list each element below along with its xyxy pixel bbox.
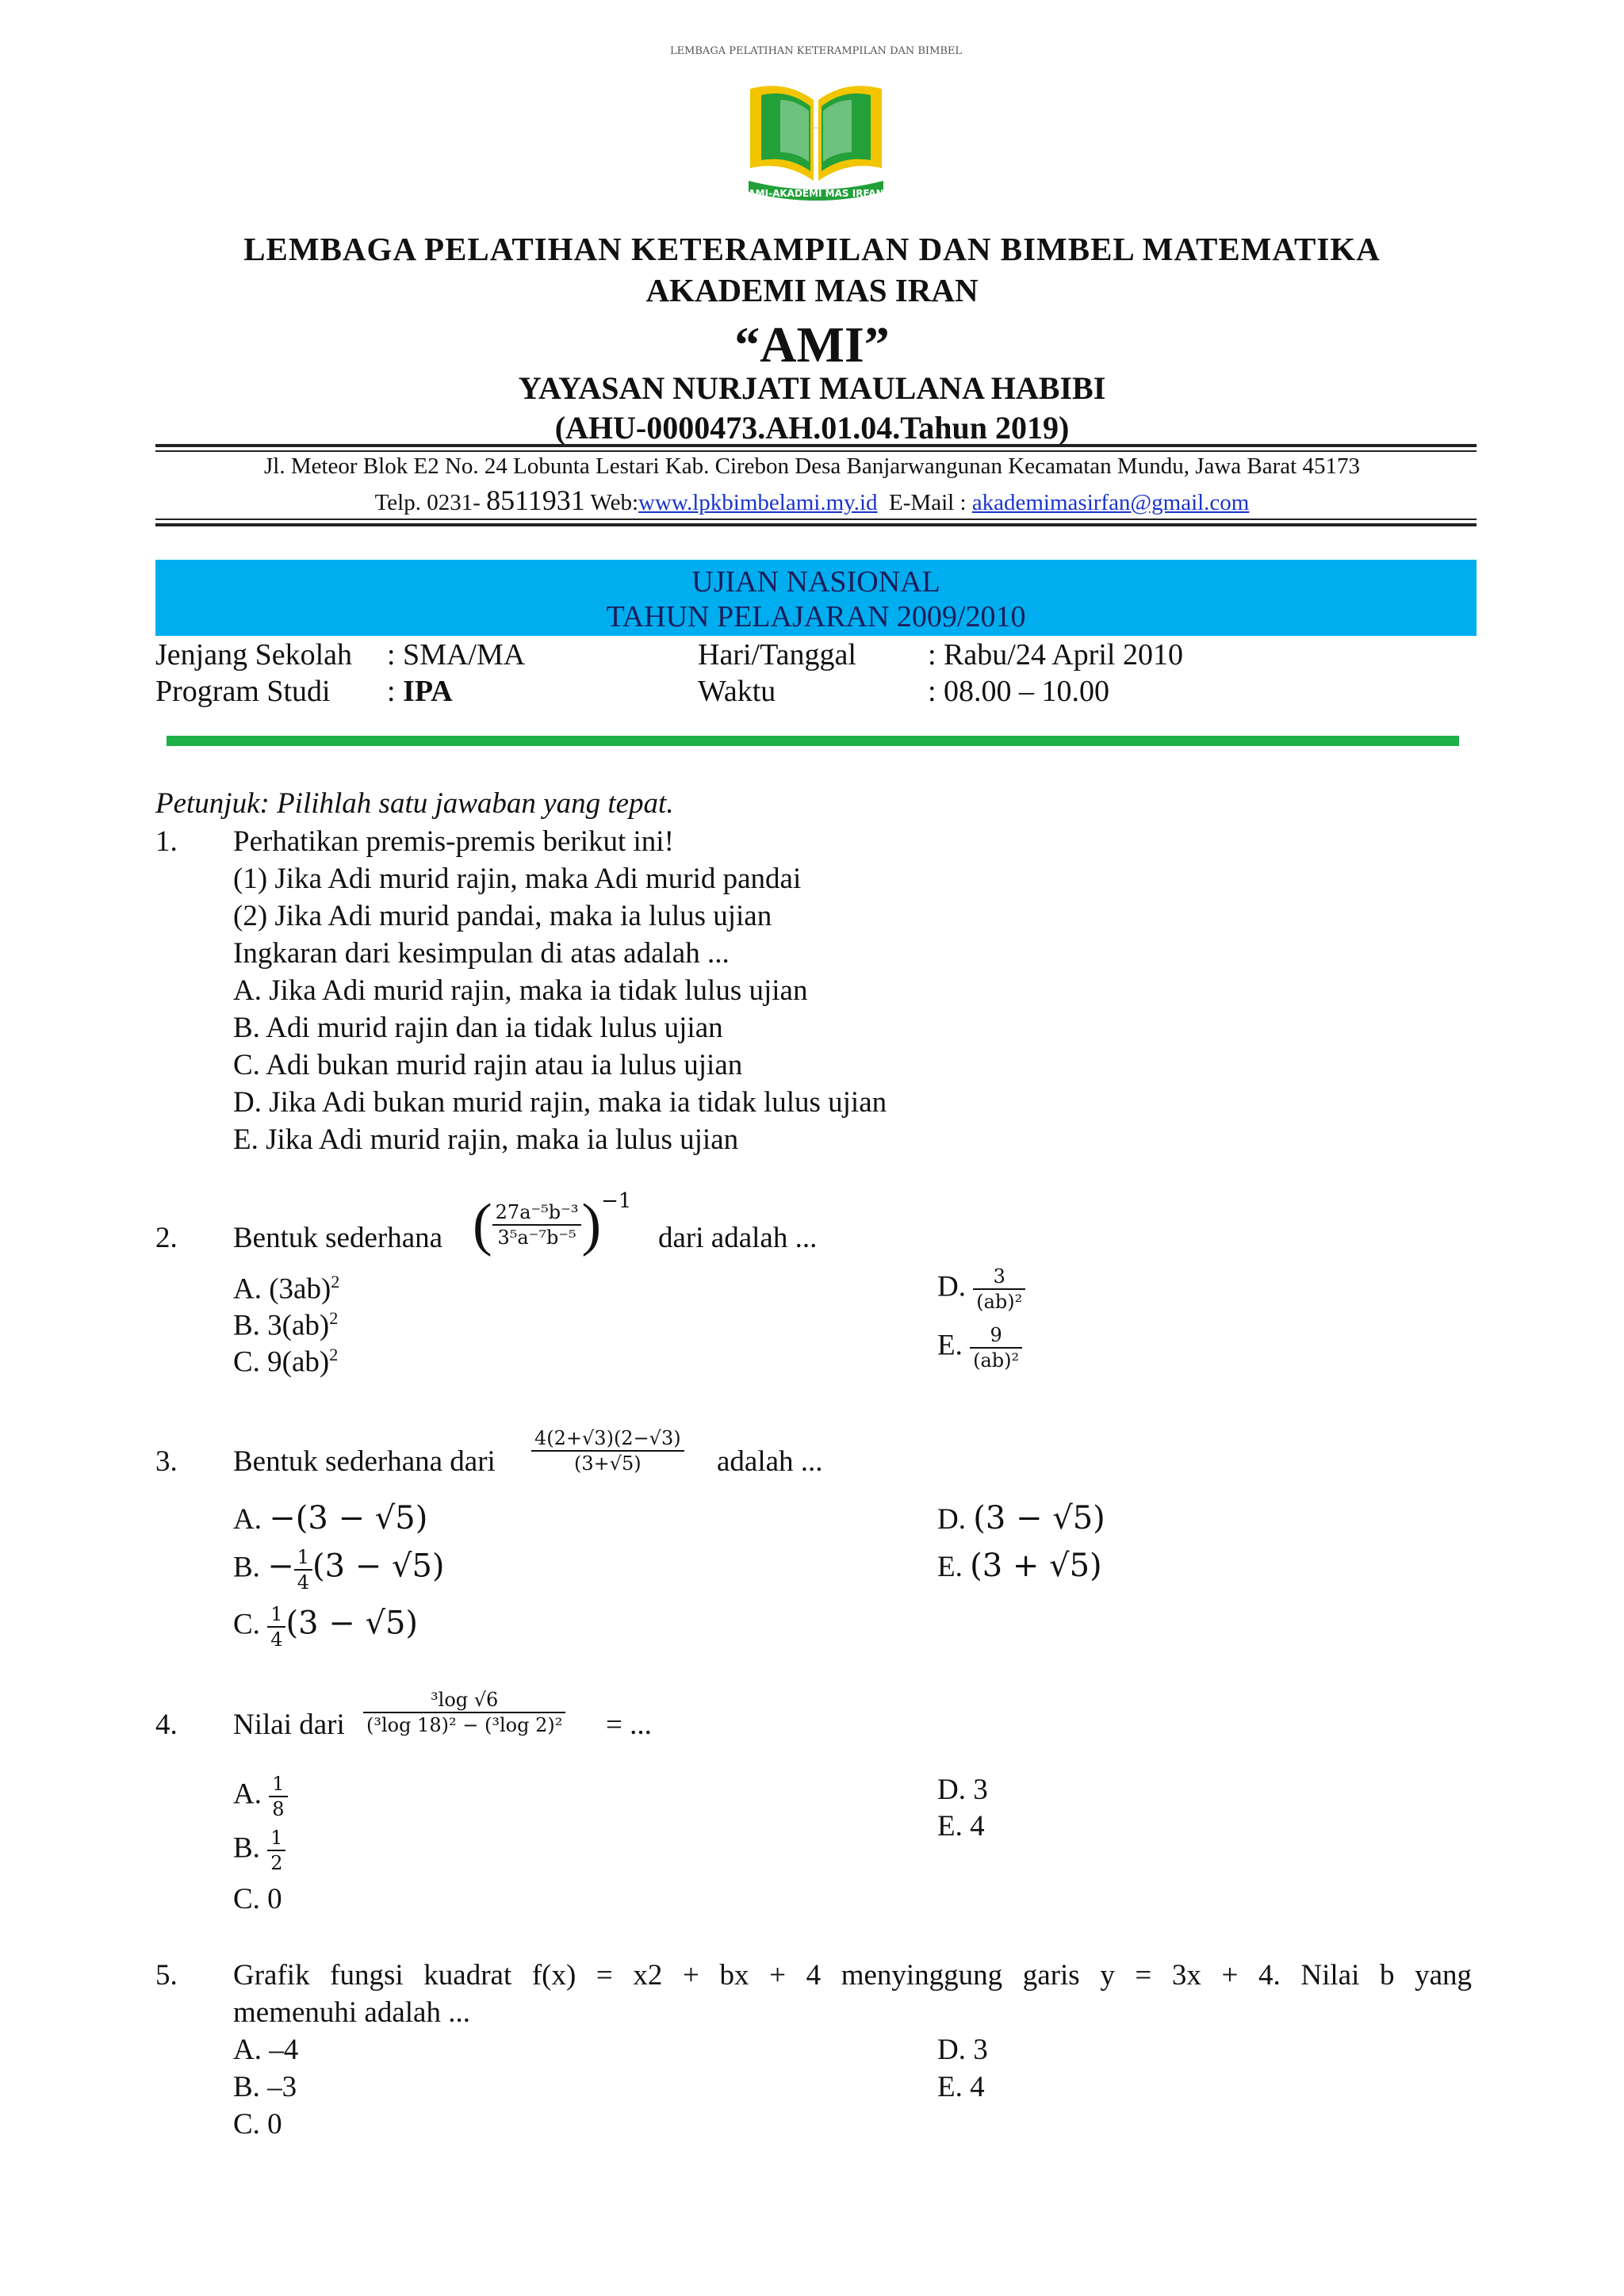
q5-option-b: B. –3 — [233, 2071, 297, 2103]
waktu-label: Waktu — [698, 675, 776, 708]
header-rule-top — [155, 444, 1477, 447]
q4-text-after: = ... — [606, 1709, 652, 1741]
logo-book-graphic — [669, 33, 963, 217]
divider-bar — [167, 736, 1459, 746]
q5-option-e: E. 4 — [937, 2071, 985, 2103]
q2-option-e: E. $\frac{9}{\text{(ab)²}}$ — [937, 1324, 1022, 1372]
exam-title: UJIAN NASIONAL — [691, 565, 940, 599]
institution-subname: AKADEMI MAS IRAN — [645, 272, 979, 308]
q4-option-e: E. 4 — [937, 1810, 985, 1843]
q4-option-b: B. $\frac{1}{2}$ — [233, 1827, 285, 1874]
q3-option-c: C. $\frac{1}{4}$ (3 − √5) — [233, 1603, 419, 1651]
q2-number: 2. — [155, 1222, 178, 1254]
q1-option-c: C. Adi bukan murid rajin atau ia lulus ujian — [233, 1049, 743, 1081]
web-label: Web: — [590, 490, 639, 515]
q2-option-c: C. 9(ab)$^2$ — [233, 1345, 339, 1379]
q3-option-e: E. (3 + √5) — [937, 1548, 1102, 1584]
q2-option-a: A. $(3ab)^2$ — [233, 1272, 340, 1306]
q3-option-b: B. − $\frac{1}{4}$ (3 − √5) — [233, 1546, 445, 1594]
jenjang-value: : SMA/MA — [387, 638, 526, 672]
exam-banner — [155, 560, 1477, 636]
logo-ring-text: LEMBAGA PELATIHAN KETERAMPILAN DAN BIMBEL — [669, 45, 963, 57]
q2-option-b: B. 3(ab)$^2$ — [233, 1308, 339, 1342]
header-rule-bottom-thin — [155, 519, 1477, 520]
program-label: Program Studi — [155, 675, 331, 708]
q5-text-line-2: memenuhi adalah ... — [233, 1996, 470, 2029]
q2-text: Bentuk sederhana — [233, 1222, 443, 1254]
q1-number: 1. — [155, 825, 178, 858]
q1-option-e: E. Jika Adi murid rajin, maka ia lulus ujian — [233, 1123, 739, 1156]
q3-text: Bentuk sederhana dari — [233, 1445, 496, 1478]
header-rule-bottom — [155, 523, 1477, 526]
email-label: E-Mail : — [889, 490, 967, 515]
instruction: Petunjuk: Pilihlah satu jawaban yang tepat. — [155, 787, 674, 820]
q2-option-d: D. $\frac{3}{\text{(ab)²}}$ — [937, 1265, 1025, 1313]
contact-line — [0, 484, 1624, 517]
q4-text: Nilai dari — [233, 1709, 345, 1741]
email-link[interactable]: akademimasirfan@gmail.com — [971, 490, 1250, 515]
header-rule-top-thin — [155, 450, 1477, 452]
program-value: : IPA — [387, 675, 453, 708]
address-line: Jl. Meteor Blok E2 No. 24 Lobunta Lestari Kab. Cirebon Desa Banjarwangunan Kecamatan Mundu, Jawa Barat 45173 — [264, 453, 1360, 479]
phone-label: Telp. 0231- — [374, 490, 481, 515]
foundation-name: YAYASAN NURJATI MAULANA HABIBI — [518, 370, 1106, 406]
q1-text: Perhatikan premis-premis berikut ini! — [233, 825, 674, 858]
q2-exponent: −1 — [601, 1189, 632, 1213]
hari-value: : Rabu/24 April 2010 — [928, 638, 1183, 672]
exam-year: TAHUN PELAJARAN 2009/2010 — [606, 600, 1026, 633]
hari-label: Hari/Tanggal — [698, 638, 856, 672]
waktu-value: : 08.00 – 10.00 — [928, 675, 1110, 708]
q1-option-b: B. Adi murid rajin dan ia tidak lulus ujian — [233, 1012, 723, 1044]
q5-text-line-1: Grafik fungsi kuadrat f(x) = x2 + bx + 4 menyinggung garis y = 3x + 4. Nilai b yang — [233, 1959, 1472, 1992]
q5-option-a: A. –4 — [233, 2034, 299, 2066]
q3-fraction: $\frac{4(2+√3)(2-√3)}{(3+√5)}$ — [531, 1427, 684, 1475]
q2-text-after: dari adalah ... — [658, 1222, 818, 1254]
jenjang-label: Jenjang Sekolah — [155, 638, 353, 672]
q3-text-after: adalah ... — [717, 1445, 823, 1478]
q3-option-a: A. −(3 − √5) — [233, 1500, 428, 1536]
q4-option-c: C. 0 — [233, 1883, 282, 1915]
phone-number: 8511931 — [486, 484, 585, 516]
website-link[interactable]: www.lpkbimbelami.my.id — [638, 490, 878, 515]
q1-option-a: A. Jika Adi murid rajin, maka ia tidak lulus ujian — [233, 974, 808, 1007]
logo-ribbon-text: AMI-AKADEMI MAS IRFAN — [748, 188, 884, 199]
q3-option-d: D. (3 − √5) — [937, 1500, 1105, 1536]
q4-fraction: $\frac{\text{³log √6}}{\text{(³log 18)² − (³log 2)²}}$ — [363, 1689, 565, 1736]
q1-question: Ingkaran dari kesimpulan di atas adalah ... — [233, 937, 730, 970]
q1-premise-1: (1) Jika Adi murid rajin, maka Adi murid pandai — [233, 863, 802, 895]
registration-number: (AHU-0000473.AH.01.04.Tahun 2019) — [554, 410, 1070, 446]
q5-number: 5. — [155, 1959, 178, 1992]
q5-option-d: D. 3 — [937, 2034, 988, 2066]
q4-option-a: A. $\frac{1}{8}$ — [233, 1773, 288, 1820]
q4-option-d: D. 3 — [937, 1774, 988, 1806]
q4-number: 4. — [155, 1709, 178, 1741]
q1-premise-2: (2) Jika Adi murid pandai, maka ia lulus ujian — [233, 900, 772, 932]
q1-option-d: D. Jika Adi bukan murid rajin, maka ia tidak lulus ujian — [233, 1086, 887, 1119]
q2-expression: ( $\frac{\text{27a⁻⁵b⁻³}}{\text{3⁵a⁻⁷b⁻⁵}}$ )$^{-1}$ — [473, 1189, 632, 1257]
institution-logo — [669, 33, 963, 217]
q2-fraction: $\frac{\text{27a⁻⁵b⁻³}}{\text{3⁵a⁻⁷b⁻⁵}}$ — [492, 1201, 582, 1249]
q3-number: 3. — [155, 1445, 178, 1478]
q5-option-c: C. 0 — [233, 2108, 282, 2141]
institution-acronym: “AMI” — [734, 316, 890, 373]
institution-name: LEMBAGA PELATIHAN KETERAMPILAN DAN BIMBEL MATEMATIKA — [243, 231, 1381, 267]
